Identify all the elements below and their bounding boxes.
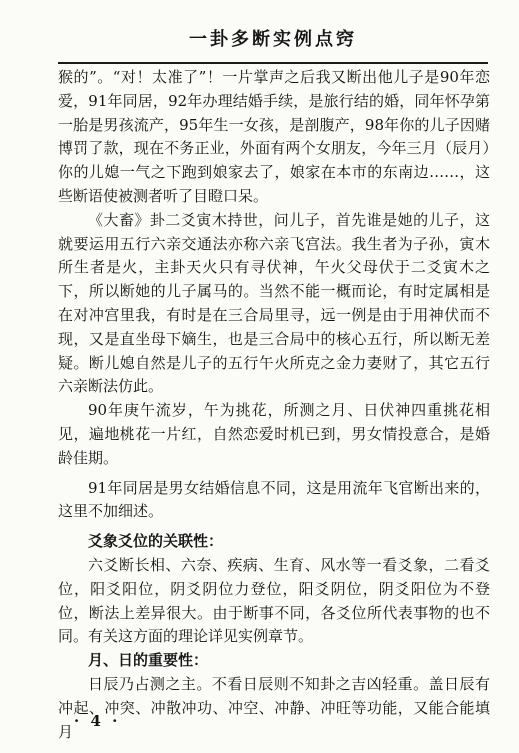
paragraph-4: 91年同居是男女结婚信息不同，这是用流年飞官断出来的，这里不加细述。 <box>58 478 490 521</box>
section-heading-month-day: 月、日的重要性： <box>88 651 209 670</box>
paragraph-2: 《大畜》卦二爻寅木持世，问儿子，首先谁是她的儿子，这就要运用五行六亲交通法亦称六亲飞宫法。我生者为子孙，寅木所生者是火，主卦天火只有寻伏神，午火父母伏于二爻寅木之下，所以断她的儿子属马的。当然不能一概而论，有时定属相是在对冲宫里我，有时是在三合局里寻，远一例是由于用神伏而不现，又是直坐母下嫡生，也是三合局中的核心五行，所以断无差疑。断儿媳自然是儿子的五行午火所克之金力妻财了，其它五行六亲断法仿此。 <box>58 210 490 396</box>
running-header: 一卦多断实例点窍 <box>58 18 488 64</box>
paragraph-6: 日辰乃占测之主。不看日辰则不知卦之吉凶轻重。盖日辰有冲起、冲突、冲散冲功、冲空、冲静、冲旺等功能，又能合能填月 <box>58 674 490 741</box>
page-number: · 4 · <box>74 712 121 730</box>
paragraph-5: 六爻断长相、六奈、疾病、生育、风水等一看爻象，二看爻位，阳爻阳位，阴爻阴位力登位，阳爻阴位，阴爻阳位为不登位，断法上差异很大。由于断事不同，各爻位所代表事物的也不同。有关这方面的理论详见实例章节。 <box>58 555 490 646</box>
paragraph-1: 猴的”。“对！太准了”！一片掌声之后我又断出他儿子是90年恋爱，91年同居，92年办理结婚手续，是旅行结的婚，同年怀孕第一胎是男孩流产，95年生一女孩，是剖腹产，98年你的儿子因赌博罚了款，现在不务正业，外面有两个女朋友，今年三月（辰月）你的儿媳一气之下跑到娘家去了，娘家在本市的东南边……，这些断语使被测者听了目瞪口呆。 <box>58 68 490 205</box>
section-heading-yao: 爻象爻位的关联性： <box>88 532 224 551</box>
paragraph-3: 90年庚午流岁，午为挑花，所测之月、日伏神四重挑花相见，遍地桃花一片红，自然恋爱时机已到，男女情投意合，是婚龄佳期。 <box>58 401 490 467</box>
page-body <box>58 66 490 744</box>
